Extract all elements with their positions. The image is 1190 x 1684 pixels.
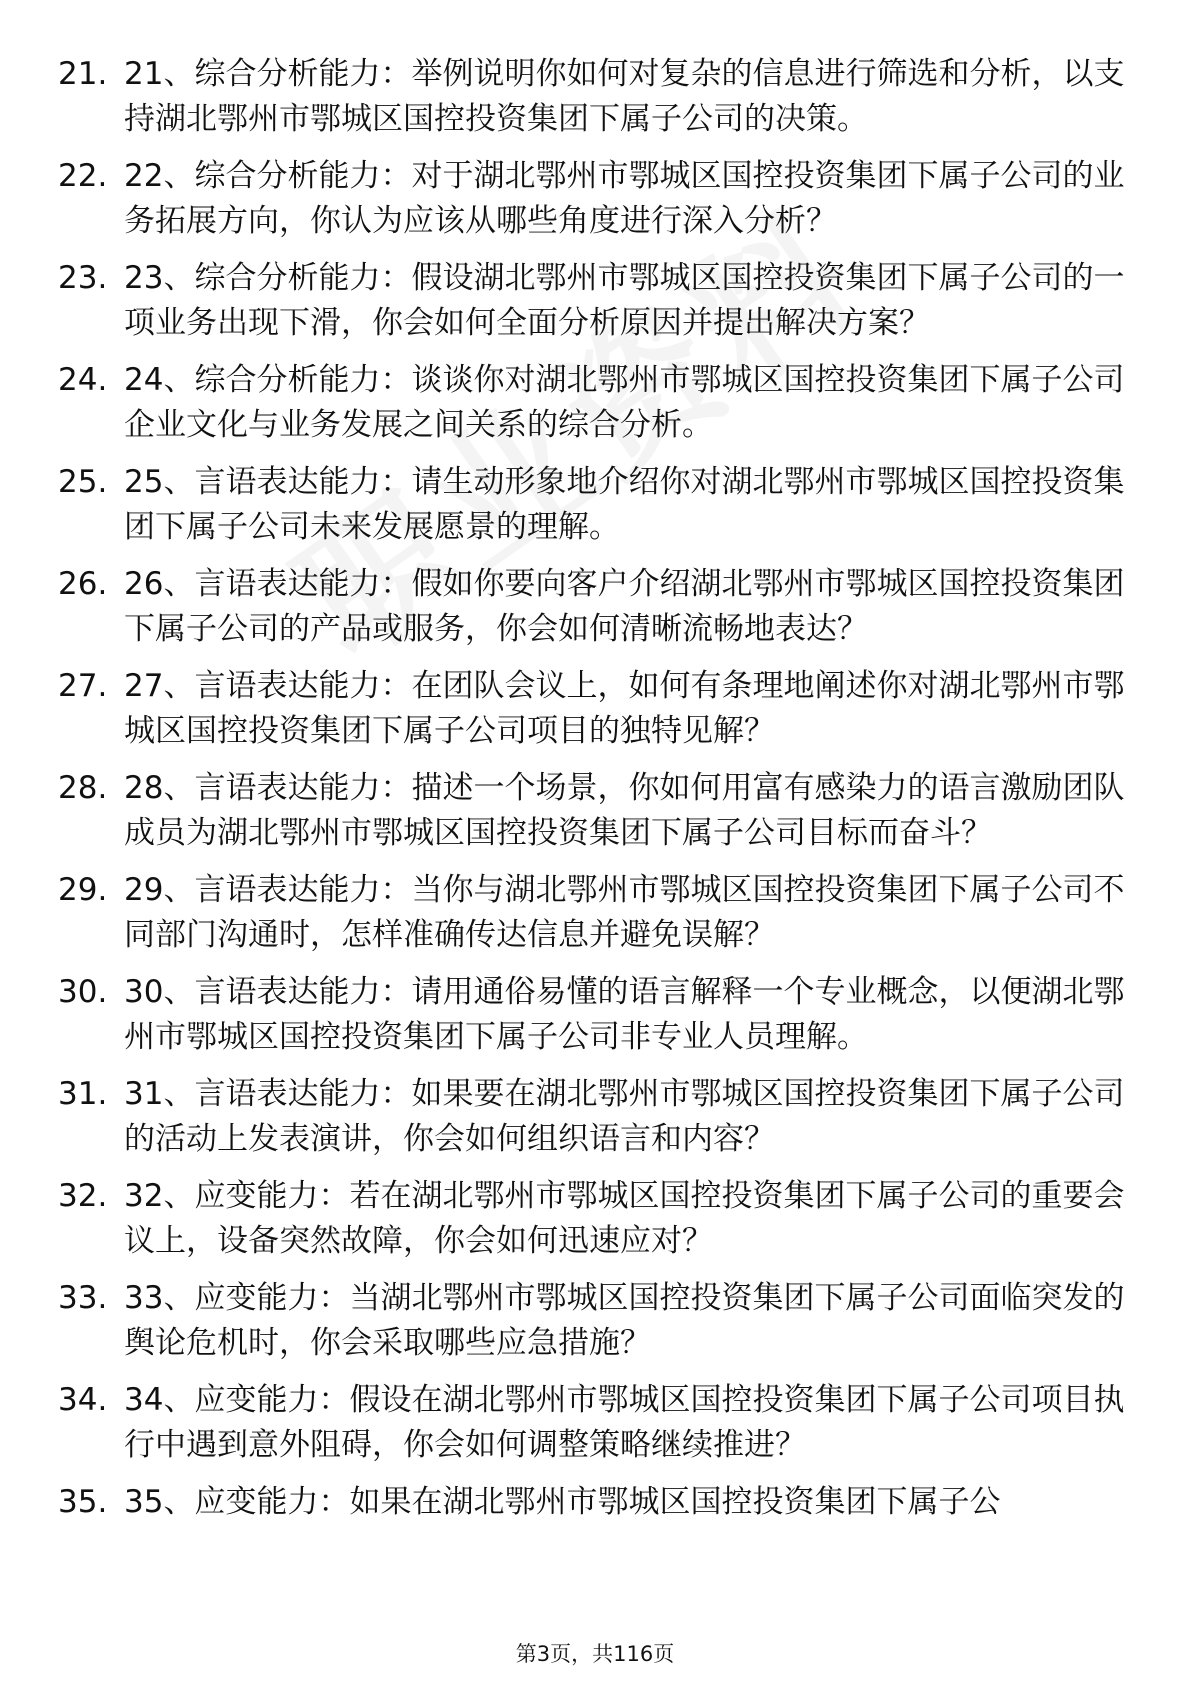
item-text: 24、综合分析能力：谈谈你对湖北鄂州市鄂城区国控投资集团下属子公司企业文化与业务发展之间关系的综合分析。 bbox=[124, 362, 1125, 443]
item-text: 26、言语表达能力：假如你要向客户介绍湖北鄂州市鄂城区国控投资集团下属子公司的产品或服务，你会如何清晰流畅地表达？ bbox=[124, 566, 1125, 647]
item-text: 35、应变能力：如果在湖北鄂州市鄂城区国控投资集团下属子公 bbox=[124, 1484, 1001, 1520]
item-text: 34、应变能力：假设在湖北鄂州市鄂城区国控投资集团下属子公司项目执行中遇到意外阻碍，你会如何调整策略继续推进？ bbox=[124, 1382, 1125, 1463]
list-item bbox=[58, 358, 1138, 448]
item-number: 33. bbox=[58, 1280, 108, 1316]
item-number: 23. bbox=[58, 260, 108, 296]
item-number: 34. bbox=[58, 1382, 108, 1418]
item-text: 32、应变能力：若在湖北鄂州市鄂城区国控投资集团下属子公司的重要会议上，设备突然故障，你会如何迅速应对？ bbox=[124, 1178, 1125, 1259]
item-number: 27. bbox=[58, 668, 108, 704]
item-text: 30、言语表达能力：请用通俗易懂的语言解释一个专业概念，以便湖北鄂州市鄂城区国控投资集团下属子公司非专业人员理解。 bbox=[124, 974, 1125, 1055]
item-number: 26. bbox=[58, 566, 108, 602]
item-text: 29、言语表达能力：当你与湖北鄂州市鄂城区国控投资集团下属子公司不同部门沟通时，怎样准确传达信息并避免误解？ bbox=[124, 872, 1125, 953]
item-text: 33、应变能力：当湖北鄂州市鄂城区国控投资集团下属子公司面临突发的舆论危机时，你会采取哪些应急措施？ bbox=[124, 1280, 1125, 1361]
item-number: 28. bbox=[58, 770, 108, 806]
item-text: 23、综合分析能力：假设湖北鄂州市鄂城区国控投资集团下属子公司的一项业务出现下滑，你会如何全面分析原因并提出解决方案？ bbox=[124, 260, 1125, 341]
page-footer: 第3页，共116页 bbox=[515, 1642, 675, 1666]
question-list bbox=[58, 52, 1138, 1537]
list-item bbox=[58, 1174, 1138, 1264]
item-number: 29. bbox=[58, 872, 108, 908]
item-number: 32. bbox=[58, 1178, 108, 1214]
list-item bbox=[58, 1276, 1138, 1366]
list-item bbox=[58, 970, 1138, 1060]
item-text: 28、言语表达能力：描述一个场景，你如何用富有感染力的语言激励团队成员为湖北鄂州市鄂城区国控投资集团下属子公司目标而奋斗？ bbox=[124, 770, 1125, 851]
item-text: 21、综合分析能力：举例说明你如何对复杂的信息进行筛选和分析，以支持湖北鄂州市鄂城区国控投资集团下属子公司的决策。 bbox=[124, 56, 1125, 137]
list-item bbox=[58, 766, 1138, 856]
item-text: 27、言语表达能力：在团队会议上，如何有条理地阐述你对湖北鄂州市鄂城区国控投资集团下属子公司项目的独特见解？ bbox=[124, 668, 1125, 749]
item-number: 30. bbox=[58, 974, 108, 1010]
list-item bbox=[58, 460, 1138, 550]
item-number: 31. bbox=[58, 1076, 108, 1112]
item-text: 22、综合分析能力：对于湖北鄂州市鄂城区国控投资集团下属子公司的业务拓展方向，你认为应该从哪些角度进行深入分析？ bbox=[124, 158, 1125, 239]
item-text: 31、言语表达能力：如果要在湖北鄂州市鄂城区国控投资集团下属子公司的活动上发表演讲，你会如何组织语言和内容？ bbox=[124, 1076, 1125, 1157]
list-item bbox=[58, 154, 1138, 244]
list-item bbox=[58, 868, 1138, 958]
list-item bbox=[58, 664, 1138, 754]
list-item bbox=[58, 52, 1138, 142]
item-number: 25. bbox=[58, 464, 108, 500]
list-item bbox=[58, 562, 1138, 652]
item-number: 24. bbox=[58, 362, 108, 398]
list-item bbox=[58, 1378, 1138, 1468]
list-item bbox=[58, 1072, 1138, 1162]
item-number: 35. bbox=[58, 1484, 108, 1520]
list-item bbox=[58, 1480, 1138, 1525]
item-number: 21. bbox=[58, 56, 108, 92]
item-number: 22. bbox=[58, 158, 108, 194]
item-text: 25、言语表达能力：请生动形象地介绍你对湖北鄂州市鄂城区国控投资集团下属子公司未来发展愿景的理解。 bbox=[124, 464, 1125, 545]
list-item bbox=[58, 256, 1138, 346]
